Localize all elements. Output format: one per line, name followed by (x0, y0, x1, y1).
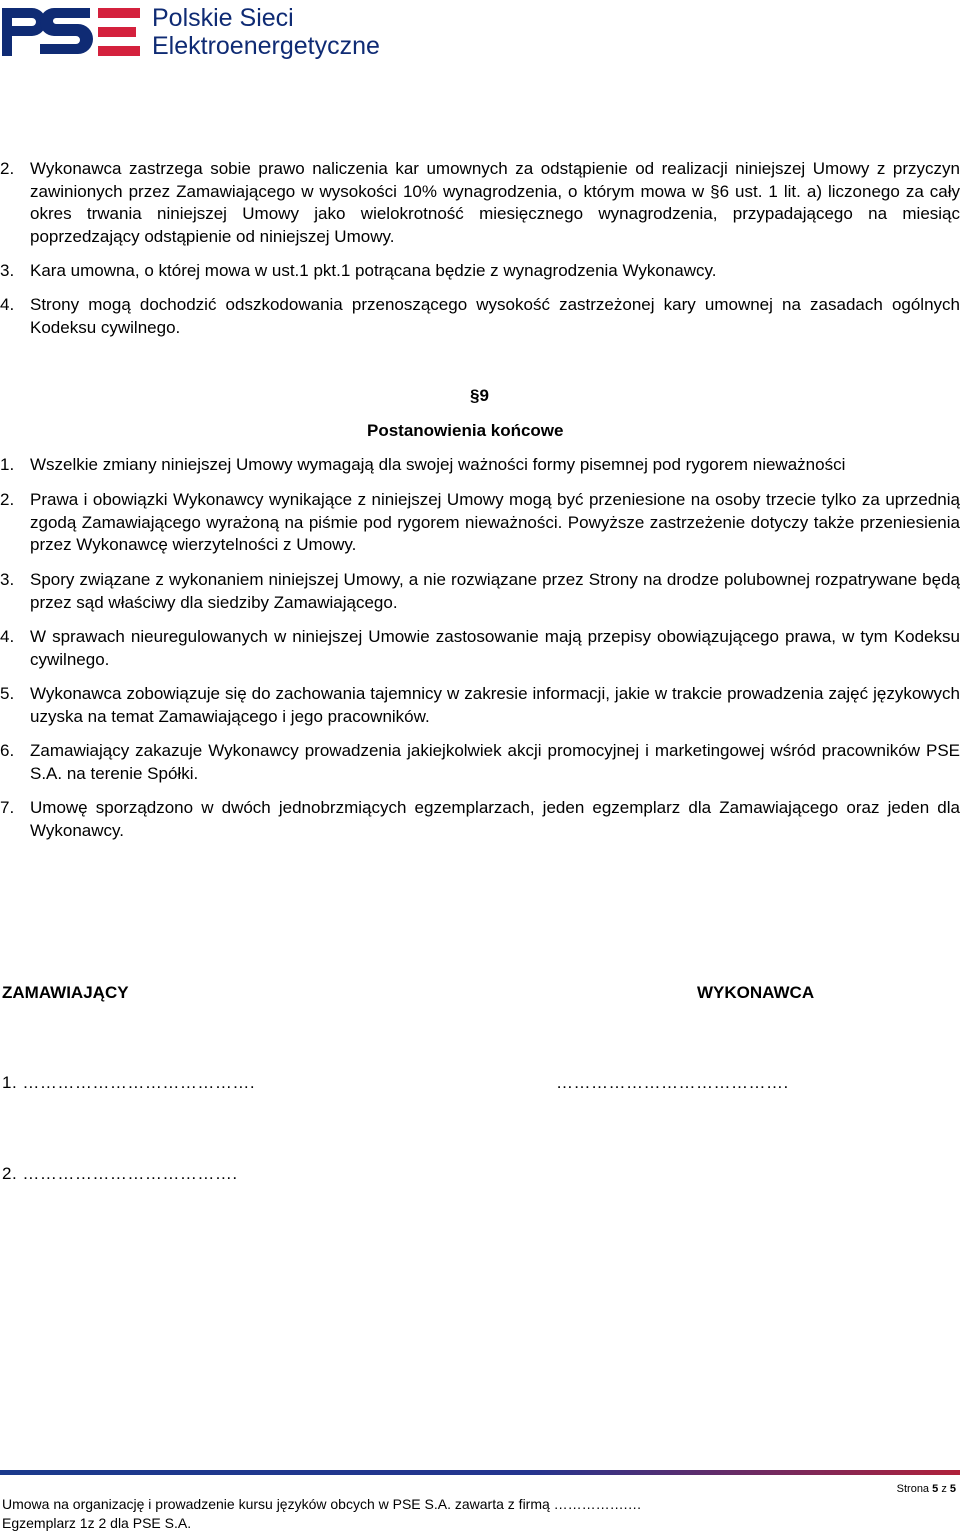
list-item (0, 260, 960, 283)
logo-wordmark (152, 4, 380, 60)
list-item (0, 626, 960, 671)
item-number: 3. (0, 570, 15, 589)
item-text: Umowę sporządzono w dwóch jednobrzmiących egzemplarzach, jeden egzemplarz dla Zamawiającego oraz jeden dla Wykonawcy. (30, 798, 960, 840)
signature-line-contractor: …………………………………. (556, 1073, 789, 1092)
party-label-client: ZAMAWIAJĄCY (2, 983, 129, 1002)
pse-logo-icon (0, 4, 142, 60)
item-number: 5. (0, 684, 15, 703)
item-number: 2. (0, 490, 15, 509)
page-current: 5 (932, 1483, 939, 1495)
item-text: Kara umowna, o której mowa w ust.1 pkt.1 potrącana będzie z wynagrodzenia Wykonawcy. (30, 261, 717, 280)
list-item (0, 683, 960, 728)
item-number: 7. (0, 798, 15, 817)
item-text: Wszelkie zmiany niniejszej Umowy wymagają dla swojej ważności formy pisemnej pod rygorem nieważności (30, 455, 846, 474)
logo-line1: Polskie Sieci (152, 4, 294, 32)
list-item (0, 158, 960, 248)
signature-line-2: 2. ………………………………. (2, 1164, 238, 1183)
item-number: 3. (0, 261, 15, 280)
list-item (0, 454, 960, 477)
item-text: Wykonawca zastrzega sobie prawo naliczenia kar umownych za odstąpienie od realizacji niniejszej Umowy z przyczyn zawinionych przez Zamawiającego w wysokości 10% wynagrodzenia, o którym mowa w §6 ust. 1 lit. a) liczonego za cały okres trwania niniejszej Umowy jako wielokrotność miesięcznego wynagrodzenia, przypadającego na miesiąc poprzedzający odstąpienie od niniejszej Umowy. (30, 159, 960, 246)
list-item (0, 294, 960, 339)
item-text: Prawa i obowiązki Wykonawcy wynikające z niniejszej Umowy mogą być przeniesione na osoby trzecie tylko za uprzednią zgodą Zamawiającego wyrażoną na piśmie pod rygorem nieważności. Powyższe zastrzeżenie dotyczy także przeniesienia przez Wykonawcę wierzytelności z Umowy. (30, 490, 960, 554)
footer-divider (0, 1470, 960, 1475)
section-title: Postanowienia końcowe (367, 421, 564, 440)
list-item (0, 740, 960, 785)
footer-contract-title: Umowa na organizację i prowadzenie kursu języków obcych w PSE S.A. zawarta z firmą …………….… (2, 1496, 642, 1512)
section-number: §9 (470, 386, 489, 405)
list-item (0, 797, 960, 842)
item-text: Strony mogą dochodzić odszkodowania przenoszącego wysokość zastrzeżonej kary umownej na zasadach ogólnych Kodeksu cywilnego. (30, 295, 960, 337)
item-number: 4. (0, 627, 15, 646)
item-text: Zamawiający zakazuje Wykonawcy prowadzenia jakiejkolwiek akcji promocyjnej i marketingowej wśród pracowników PSE S.A. na terenie Spółki. (30, 741, 960, 783)
item-text: Spory związane z wykonaniem niniejszej Umowy, a nie rozwiązane przez Strony na drodze polubownej rozpatrywane będą przez sąd właściwy dla siedziby Zamawiającego. (30, 570, 960, 612)
company-logo (0, 0, 430, 66)
page-total: 5 (949, 1483, 956, 1495)
item-number: 1. (0, 455, 15, 474)
logo-line2: Elektroenergetyczne (152, 32, 380, 60)
list-item (0, 569, 960, 614)
page-prefix: Strona (896, 1483, 930, 1495)
footer-copy-note: Egzemplarz 1z 2 dla PSE S.A. (2, 1515, 192, 1531)
signature-line-1: 1. …………………………………. (2, 1073, 256, 1092)
item-number: 6. (0, 741, 15, 760)
list-item (0, 489, 960, 557)
item-text: Wykonawca zobowiązuje się do zachowania tajemnicy w zakresie informacji, jakie w trakcie prowadzenia zajęć językowych uzyska na temat Zamawiającego i jego pracowników. (30, 684, 960, 726)
item-number: 2. (0, 159, 15, 178)
item-number: 4. (0, 295, 15, 314)
page-number (897, 1483, 956, 1495)
party-label-contractor: WYKONAWCA (697, 983, 815, 1002)
item-text: W sprawach nieuregulowanych w niniejszej Umowie zastosowanie mają przepisy obowiązującego prawa, w tym Kodeksu cywilnego. (30, 627, 960, 669)
page-sep: z (941, 1483, 947, 1495)
